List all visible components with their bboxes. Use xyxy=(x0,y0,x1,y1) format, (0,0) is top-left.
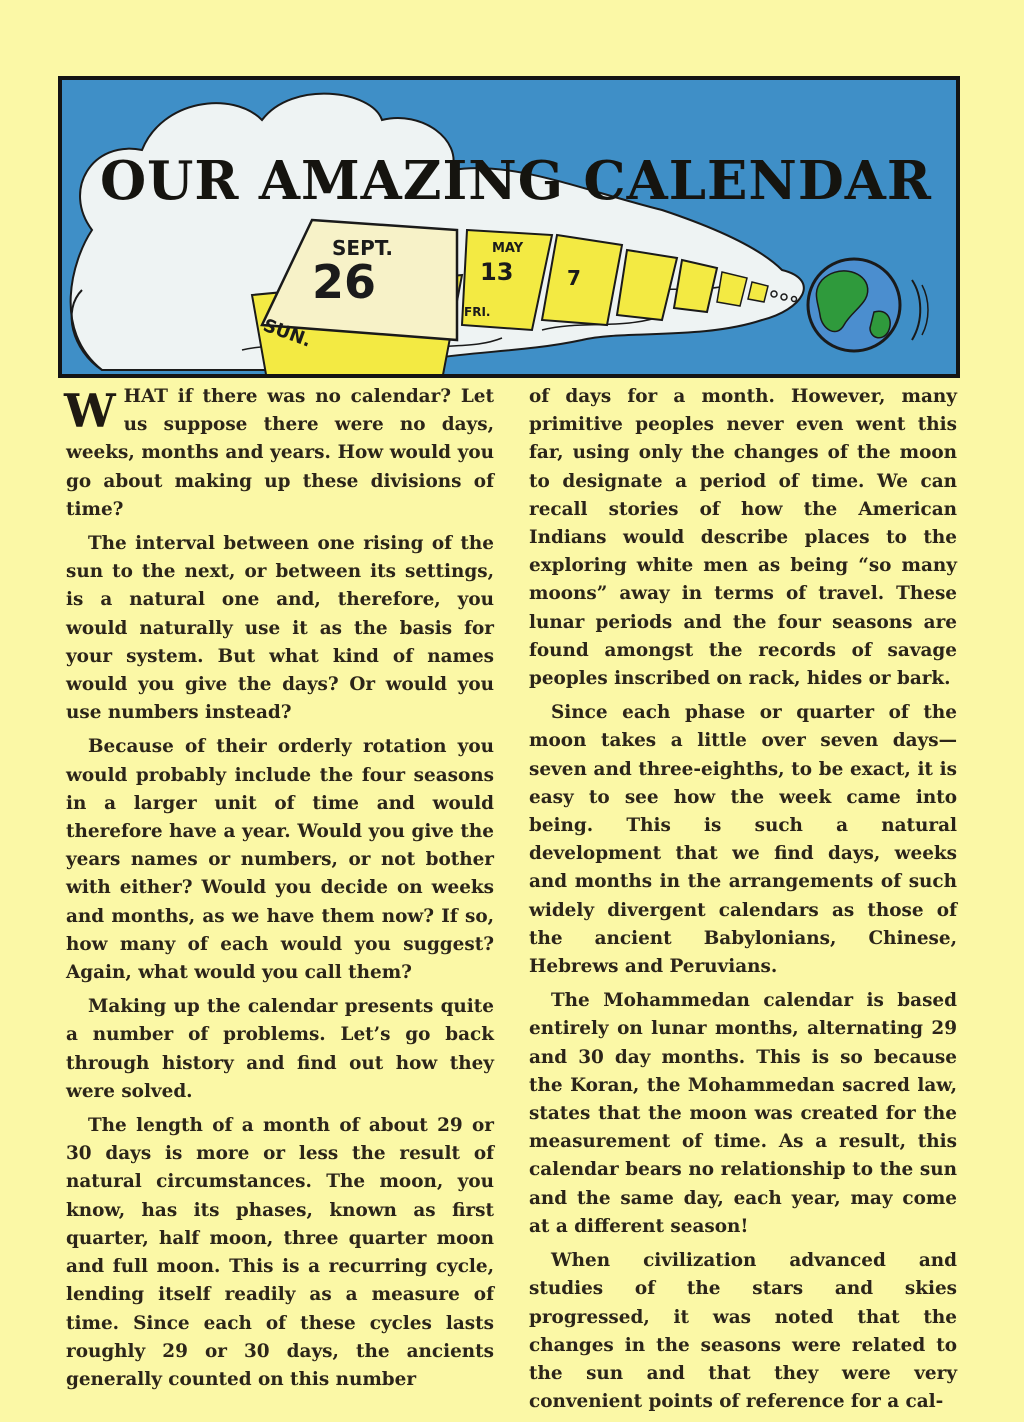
article-paragraph: Since each phase or quarter of the moon takes a little over seven days—seven and three-eighths, to be exact, it is easy to see how the week came into being. This is such a natural development that we find days, weeks and months in the arrangements of such widely divergent calendars as those of the ancient Babylonians, Chinese, Hebrews and Peruvians. xyxy=(529,702,957,978)
article-paragraph xyxy=(66,383,494,524)
article-paragraph: The interval between one rising of the sun to the next, or between its settings, is a natural one and, therefore, you would naturally use it as the basis for your system. But what kind of names would you give the days? Or would you use numbers instead? xyxy=(66,533,494,724)
article-paragraph: The length of a month of about 29 or 30 days is more or less the result of natural circumstances. The moon, you know, has its phases, known as first quarter, half moon, three quarter moon and full moon. This is a recurring cycle, lending itself readily as a measure of time. Since each of these cycles lasts roughly 29 or 30 days, the ancients generally counted on this number xyxy=(66,1115,494,1390)
earth-globe-icon xyxy=(808,259,928,351)
calendar-month-label: SEPT. xyxy=(332,236,393,260)
article-paragraph: Making up the calendar presents quite a number of problems. Let’s go back through history and find out how they were solved. xyxy=(66,996,494,1102)
article-paragraph: of days for a month. However, many primitive peoples never even went this far, using only the changes of the moon to designate a period of time. We can recall stories of how the American Indians would describe places to the exploring white men as being “so many moons” away in terms of travel. These lunar periods and the four seasons are found amongst the records of savage peoples inscribed on rack, hides or bark. xyxy=(529,386,957,690)
paragraph-text: HAT if there was no calendar? Let us suppose there were no days, weeks, months and years. How would you go about making up these divisions of time? xyxy=(66,386,494,520)
page-day-number-small: 7 xyxy=(567,266,581,290)
article-column-right xyxy=(529,383,957,1422)
article-column-left xyxy=(66,383,494,1400)
page-weekday-label: FRI. xyxy=(464,305,491,319)
drop-cap: W xyxy=(64,384,116,438)
article-paragraph: The Mohammedan calendar is based entirely on lunar months, alternating 29 and 30 day months. This is so because the Koran, the Mohammedan sacred law, states that the moon was created for the measurement of time. As a result, this calendar bears no relationship to the sun and the same day, each year, may come at a different season! xyxy=(529,990,957,1237)
calendar-day-number: 26 xyxy=(312,255,377,309)
article-paragraph: Because of their orderly rotation you would probably include the four seasons in a larger unit of time and would therefore have a year. Would you give the years names or numbers, or not bother with either? Would you decide on weeks and months, as we have them now? If so, how many of each would you suggest? Again, what would you call them? xyxy=(66,736,494,984)
title-banner xyxy=(58,76,960,378)
calendar-weekday-label: SUN. xyxy=(260,314,314,352)
banner-illustration xyxy=(62,80,956,374)
article-paragraph: When civilization advanced and studies of the stars and skies progressed, it was noted that the changes in the seasons were related to the sun and that they were very convenient points of reference for a cal- xyxy=(529,1250,957,1413)
page-title: OUR AMAZING CALENDAR xyxy=(100,150,932,212)
page-day-number: 13 xyxy=(480,258,514,286)
page-month-label: MAY xyxy=(492,241,524,256)
